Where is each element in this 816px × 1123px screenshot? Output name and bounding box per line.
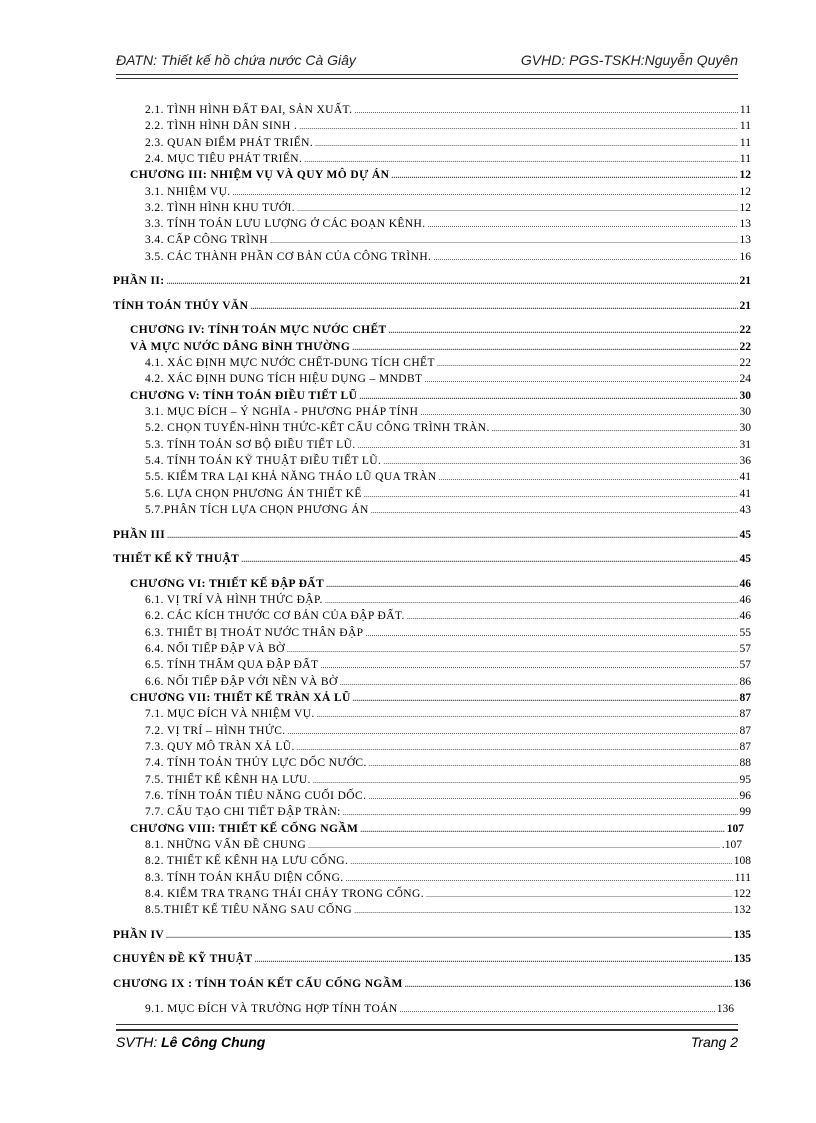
toc-dot-leader bbox=[400, 1001, 715, 1017]
toc-entry bbox=[145, 608, 751, 624]
toc-entry-title: TÍNH TOÁN THỦY VĂN bbox=[113, 300, 249, 312]
toc-entry bbox=[145, 625, 751, 641]
toc-entry bbox=[145, 502, 751, 518]
toc-entry-page: 30 bbox=[739, 390, 751, 402]
toc-entry-page: 96 bbox=[739, 790, 751, 802]
toc-entry-title: PHẦN IV bbox=[113, 929, 165, 941]
toc-entry-page: 136 bbox=[733, 978, 751, 990]
toc-dot-leader bbox=[255, 951, 732, 967]
toc-dot-leader bbox=[420, 404, 737, 420]
toc-entry-page: 30 bbox=[739, 422, 751, 434]
footer-student bbox=[116, 1034, 265, 1050]
toc-dot-leader bbox=[343, 804, 738, 820]
toc-entry bbox=[113, 976, 751, 992]
toc-entry-title: 7.2. VỊ TRÍ – HÌNH THỨC. bbox=[145, 725, 286, 737]
toc-entry-title: 8.4. KIỂM TRA TRẠNG THÁI CHẢY TRONG CỐNG. bbox=[145, 888, 424, 900]
toc-entry-page: 57 bbox=[739, 643, 751, 655]
toc-entry-title: CHUYÊN ĐỀ KỸ THUẬT bbox=[113, 953, 253, 965]
toc-entry-page: 108 bbox=[733, 855, 751, 867]
toc-entry bbox=[113, 551, 751, 567]
toc-dot-leader bbox=[304, 151, 738, 167]
toc-entry-title: 5.5. KIỂM TRA LẠI KHẢ NĂNG THÁO LŨ QUA TRÀN bbox=[145, 471, 437, 483]
toc-dot-leader bbox=[299, 118, 738, 134]
toc-entry-title: 3.2. TÌNH HÌNH KHU TƯỚI. bbox=[145, 202, 296, 214]
toc-entry bbox=[145, 216, 751, 232]
toc-dot-leader bbox=[389, 322, 738, 338]
toc-dot-leader bbox=[383, 453, 737, 469]
toc-dot-leader bbox=[354, 902, 732, 918]
toc-entry-page: 11 bbox=[739, 104, 751, 116]
header-divider bbox=[116, 74, 738, 79]
toc-entry-page: 22 bbox=[739, 341, 751, 353]
toc-dot-leader bbox=[371, 502, 738, 518]
toc-dot-leader bbox=[287, 641, 738, 657]
toc-entry bbox=[145, 469, 751, 485]
toc-entry bbox=[145, 453, 751, 469]
toc-entry-title: 5.3. TÍNH TOÁN SƠ BỘ ĐIỀU TIẾT LŨ. bbox=[145, 439, 356, 451]
toc-entry bbox=[113, 951, 751, 967]
toc-entry-title: 7.6. TÍNH TOÁN TIÊU NĂNG CUỐI DỐC. bbox=[145, 790, 367, 802]
toc-entry bbox=[145, 804, 751, 820]
toc-dot-leader bbox=[250, 298, 737, 314]
toc-dot-leader bbox=[166, 927, 732, 943]
toc-entry bbox=[145, 355, 751, 371]
toc-entry-title: 3.4. CẤP CÔNG TRÌNH bbox=[145, 234, 268, 246]
toc-entry bbox=[145, 102, 751, 118]
toc-entry bbox=[145, 486, 751, 502]
toc-entry-page: 45 bbox=[739, 529, 751, 541]
toc-dot-leader bbox=[288, 723, 738, 739]
toc-entry-page: 13 bbox=[739, 234, 751, 246]
toc-entry-title: CHƯƠNG VI: THIẾT KẾ ĐẬP ĐẤT bbox=[130, 578, 325, 590]
toc-entry-page: 11 bbox=[739, 120, 751, 132]
toc-entry bbox=[145, 788, 751, 804]
toc-entry-title: 2.4. MỤC TIÊU PHÁT TRIỂN. bbox=[145, 153, 303, 165]
toc-entry bbox=[145, 151, 751, 167]
toc-entry-page: 132 bbox=[733, 904, 751, 916]
toc-entry-page: 87 bbox=[739, 708, 751, 720]
toc-entry-title: THIẾT KẾ KỸ THUẬT bbox=[113, 553, 240, 565]
toc-entry-title: 8.1. NHỮNG VẤN ĐỀ CHUNG bbox=[145, 839, 307, 851]
toc-dot-leader bbox=[353, 690, 738, 706]
footer-divider bbox=[116, 1024, 738, 1031]
toc-entry-title: 7.5. THIẾT KẾ KÊNH HẠ LƯU. bbox=[145, 774, 311, 786]
toc-entry-page: 21 bbox=[739, 300, 751, 312]
toc-entry-title: 2.1. TÌNH HÌNH ĐẤT ĐAI, SẢN XUẤT. bbox=[145, 104, 353, 116]
toc-dot-leader bbox=[346, 870, 733, 886]
toc-dot-leader bbox=[407, 608, 738, 624]
toc-entry-page: 95 bbox=[739, 774, 751, 786]
toc-entry-title: 5.2. CHỌN TUYẾN-HÌNH THỨC-KẾT CẤU CÔNG TRÌNH TRÀN. bbox=[145, 422, 490, 434]
toc-entry bbox=[145, 404, 751, 420]
toc-entry-page: 99 bbox=[739, 806, 751, 818]
toc-entry-title: 8.5.THIẾT KẾ TIÊU NĂNG SAU CỐNG bbox=[145, 904, 353, 916]
toc-entry bbox=[145, 641, 751, 657]
toc-dot-leader bbox=[426, 886, 732, 902]
footer-student-prefix: SVTH: bbox=[116, 1034, 162, 1050]
toc-entry-page: 43 bbox=[739, 504, 751, 516]
toc-entry-page: 87 bbox=[739, 692, 751, 704]
toc-entry-title: CHƯƠNG IX : TÍNH TOÁN KẾT CẤU CỐNG NGẦM bbox=[113, 978, 403, 990]
toc-dot-leader bbox=[359, 388, 737, 404]
toc-entry bbox=[113, 527, 751, 543]
toc-entry-page: 22 bbox=[739, 357, 751, 369]
toc-entry bbox=[130, 167, 751, 183]
toc-dot-leader bbox=[325, 592, 738, 608]
toc-entry-title: 3.1. MỤC ĐÍCH – Ý NGHĨA - PHƯƠNG PHÁP TÍNH bbox=[145, 406, 419, 418]
toc-entry-title: CHƯƠNG VIII: THIẾT KẾ CỐNG NGẦM bbox=[130, 823, 359, 835]
toc-entry bbox=[145, 118, 751, 134]
toc-dot-leader bbox=[317, 706, 738, 722]
toc-dot-leader bbox=[433, 249, 737, 265]
toc-entry-page: 87 bbox=[739, 741, 751, 753]
toc-entry-page: 122 bbox=[733, 888, 751, 900]
toc-entry-title: CHƯƠNG VII: THIẾT KẾ TRÀN XẢ LŨ bbox=[130, 692, 351, 704]
toc-dot-leader bbox=[315, 135, 738, 151]
toc-entry-title: CHƯƠNG V: TÍNH TOÁN ĐIỀU TIẾT LŨ bbox=[130, 390, 358, 402]
toc-dot-leader bbox=[233, 184, 738, 200]
toc-dot-leader bbox=[368, 788, 737, 804]
toc-dot-leader bbox=[308, 837, 720, 853]
toc-entry bbox=[145, 853, 751, 869]
toc-entry-title: PHẦN III bbox=[113, 529, 166, 541]
toc-entry-page: 136 bbox=[716, 1003, 734, 1015]
toc-entry-page: 111 bbox=[734, 872, 751, 884]
toc-entry-title: 6.3. THIẾT BỊ THOÁT NƯỚC THÂN ĐẬP bbox=[145, 627, 364, 639]
toc-entry-title: 6.2. CÁC KÍCH THƯỚC CƠ BẢN CỦA ĐẬP ĐẤT. bbox=[145, 610, 405, 622]
toc-entry bbox=[145, 902, 751, 918]
toc-entry-page: 24 bbox=[739, 373, 751, 385]
toc-entry bbox=[145, 657, 751, 673]
toc-dot-leader bbox=[391, 167, 737, 183]
toc-entry-page: 11 bbox=[739, 137, 751, 149]
toc-entry-title: 5.4. TÍNH TOÁN KỸ THUẬT ĐIỀU TIẾT LŨ. bbox=[145, 455, 382, 467]
toc-entry-title: 5.7.PHÂN TÍCH LỰA CHỌN PHƯƠNG ÁN bbox=[145, 504, 369, 516]
toc-entry-page: 22 bbox=[739, 324, 751, 336]
toc-entry bbox=[145, 723, 751, 739]
toc-entry bbox=[145, 420, 751, 436]
toc-dot-leader bbox=[241, 551, 737, 567]
toc-entry-page: 30 bbox=[739, 406, 751, 418]
toc-entry-page: 21 bbox=[739, 275, 751, 287]
toc-entry-title: 4.2. XÁC ĐỊNH DUNG TÍCH HIỆU DỤNG – MNDBT bbox=[145, 373, 423, 385]
toc-entry bbox=[145, 837, 742, 853]
toc-dot-leader bbox=[437, 355, 738, 371]
toc-entry-title: 6.4. NỐI TIẾP ĐẬP VÀ BỜ bbox=[145, 643, 285, 655]
toc-entry-page: 107 bbox=[726, 823, 744, 835]
toc-entry-page: 46 bbox=[739, 610, 751, 622]
toc-dot-leader bbox=[405, 976, 732, 992]
toc-entry-title: 7.7. CẤU TẠO CHI TIẾT ĐẬP TRÀN: bbox=[145, 806, 341, 818]
toc-entry-title: 5.6. LỰA CHỌN PHƯƠNG ÁN THIẾT KẾ bbox=[145, 488, 362, 500]
toc-entry-title: 7.1. MỤC ĐÍCH VÀ NHIỆM VỤ. bbox=[145, 708, 315, 720]
toc-entry bbox=[130, 339, 751, 355]
toc-entry-page: .107 bbox=[721, 839, 742, 851]
toc-entry-title: 7.4. TÍNH TOÁN THỦY LỰC DỐC NƯỚC. bbox=[145, 757, 367, 769]
toc-entry bbox=[145, 592, 751, 608]
toc-entry-title: CHƯƠNG IV: TÍNH TOÁN MỰC NƯỚC CHẾT bbox=[130, 324, 387, 336]
toc-entry-page: 55 bbox=[739, 627, 751, 639]
toc-entry-page: 46 bbox=[739, 594, 751, 606]
toc-entry-page: 88 bbox=[739, 757, 751, 769]
toc-entry-page: 13 bbox=[739, 218, 751, 230]
toc-entry bbox=[145, 674, 751, 690]
toc-entry-title: PHẦN II: bbox=[113, 275, 165, 287]
header-supervisor: GVHD: PGS-TSKH:Nguyễn Quyên bbox=[520, 52, 738, 68]
toc-entry bbox=[145, 870, 751, 886]
toc-entry-page: 12 bbox=[739, 169, 751, 181]
toc-dot-leader bbox=[350, 853, 731, 869]
toc-dot-leader bbox=[352, 339, 737, 355]
toc-dot-leader bbox=[166, 273, 737, 289]
toc-dot-leader bbox=[167, 527, 737, 543]
toc-entry bbox=[130, 690, 751, 706]
toc-entry-page: 12 bbox=[739, 202, 751, 214]
toc-entry-title: 6.6. NỐI TIẾP ĐẬP VỚI NỀN VÀ BỜ bbox=[145, 676, 338, 688]
toc-entry-page: 11 bbox=[739, 153, 751, 165]
toc-entry bbox=[145, 135, 751, 151]
toc-dot-leader bbox=[369, 755, 738, 771]
toc-dot-leader bbox=[297, 200, 737, 216]
toc-entry bbox=[145, 232, 751, 248]
toc-dot-leader bbox=[439, 469, 738, 485]
toc-dot-leader bbox=[424, 371, 737, 387]
toc-entry-title: 6.5. TÍNH THẤM QUA ĐẬP ĐẤT bbox=[145, 659, 319, 671]
toc-entry-page: 12 bbox=[739, 186, 751, 198]
toc-entry bbox=[145, 200, 751, 216]
toc-entry-title: 7.3. QUY MÔ TRÀN XẢ LŨ. bbox=[145, 741, 295, 753]
toc-entry bbox=[145, 1001, 734, 1017]
toc-entry-page: 45 bbox=[739, 553, 751, 565]
toc-entry-title: 8.2. THIẾT KẾ KÊNH HẠ LƯU CỐNG. bbox=[145, 855, 349, 867]
toc-entry bbox=[145, 886, 751, 902]
toc-entry-title: 3.5. CÁC THÀNH PHẦN CƠ BẢN CỦA CÔNG TRÌNH. bbox=[145, 251, 432, 263]
toc-entry bbox=[145, 437, 751, 453]
toc-entry bbox=[145, 371, 751, 387]
footer-page-number: Trang 2 bbox=[690, 1034, 738, 1050]
toc-entry-page: 86 bbox=[739, 676, 751, 688]
toc-entry bbox=[130, 576, 751, 592]
toc-entry-page: 135 bbox=[733, 953, 751, 965]
toc-entry-title: 6.1. VỊ TRÍ VÀ HÌNH THỨC ĐẬP. bbox=[145, 594, 323, 606]
toc-entry bbox=[145, 706, 751, 722]
toc-entry-title: VÀ MỰC NƯỚC DÂNG BÌNH THƯỜNG bbox=[130, 341, 351, 353]
toc-entry bbox=[130, 821, 744, 837]
toc-dot-leader bbox=[340, 674, 738, 690]
toc-entry-page: 16 bbox=[739, 251, 751, 263]
toc-dot-leader bbox=[313, 772, 738, 788]
toc-dot-leader bbox=[354, 102, 738, 118]
toc-entry-page: 57 bbox=[739, 659, 751, 671]
toc-entry-page: 87 bbox=[739, 725, 751, 737]
toc-dot-leader bbox=[428, 216, 738, 232]
toc-dot-leader bbox=[492, 420, 738, 436]
toc-dot-leader bbox=[364, 486, 738, 502]
toc-dot-leader bbox=[297, 739, 738, 755]
toc-dot-leader bbox=[320, 657, 737, 673]
toc-entry-title: 3.3. TÍNH TOÁN LƯU LƯỢNG Ở CÁC ĐOẠN KÊNH. bbox=[145, 218, 426, 230]
toc-entry bbox=[113, 298, 751, 314]
toc-dot-leader bbox=[365, 625, 737, 641]
toc-entry bbox=[145, 772, 751, 788]
header-thesis-title: ĐATN: Thiết kế hồ chứa nước Cà Giây bbox=[116, 52, 356, 68]
toc-entry-page: 135 bbox=[733, 929, 751, 941]
toc-entry bbox=[145, 249, 751, 265]
toc-entry-title: CHƯƠNG III: NHIỆM VỤ VÀ QUY MÔ DỰ ÁN bbox=[130, 169, 390, 181]
toc-entry-title: 2.3. QUAN ĐIỂM PHÁT TRIỂN. bbox=[145, 137, 314, 149]
toc-entry-title: 9.1. MỤC ĐÍCH VÀ TRƯỜNG HỢP TÍNH TOÁN bbox=[145, 1003, 398, 1015]
toc-entry bbox=[145, 739, 751, 755]
toc-dot-leader bbox=[326, 576, 737, 592]
toc-entry-page: 41 bbox=[739, 471, 751, 483]
toc-entry-page: 36 bbox=[739, 455, 751, 467]
toc-dot-leader bbox=[358, 437, 738, 453]
toc-dot-leader bbox=[360, 821, 724, 837]
toc-entry-title: 3.1. NHIỆM VỤ. bbox=[145, 186, 231, 198]
toc-entry-title: 4.1. XÁC ĐỊNH MỰC NƯỚC CHẾT-DUNG TÍCH CHẾT bbox=[145, 357, 435, 369]
footer-student-name: Lê Công Chung bbox=[161, 1034, 266, 1050]
page-footer bbox=[116, 1034, 738, 1056]
toc-entry bbox=[113, 927, 751, 943]
toc-dot-leader bbox=[270, 232, 738, 248]
toc-entry bbox=[145, 755, 751, 771]
toc-entry-title: 8.3. TÍNH TOÁN KHẨU DIỆN CỐNG. bbox=[145, 872, 344, 884]
toc-entry bbox=[145, 184, 751, 200]
toc-entry-page: 31 bbox=[739, 439, 751, 451]
toc-entry bbox=[130, 322, 751, 338]
toc-entry-page: 46 bbox=[739, 578, 751, 590]
toc-entry-page: 41 bbox=[739, 488, 751, 500]
toc-entry bbox=[130, 388, 751, 404]
toc-entry-title: 2.2. TÌNH HÌNH DÂN SINH . bbox=[145, 120, 298, 132]
page-header bbox=[116, 52, 738, 74]
toc-entry bbox=[113, 273, 751, 289]
